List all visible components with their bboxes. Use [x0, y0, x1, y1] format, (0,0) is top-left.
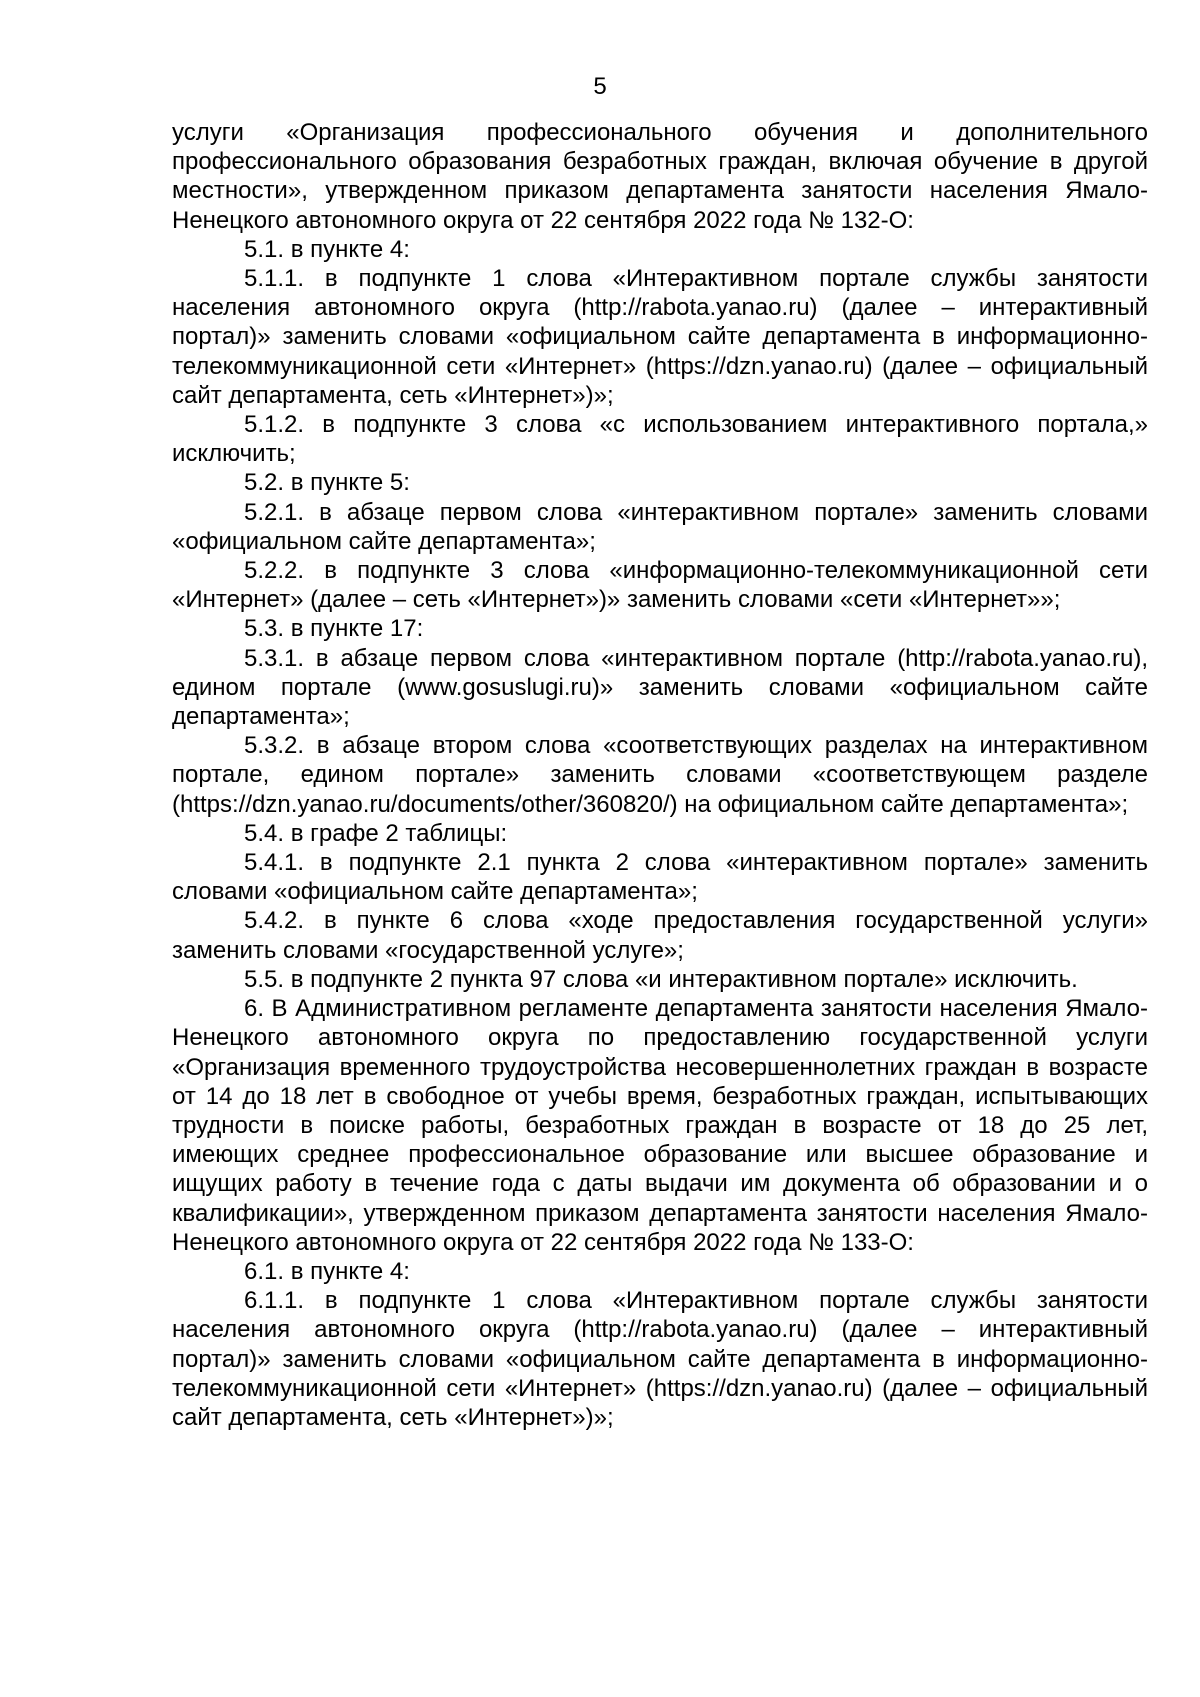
- paragraph: 5.2.2. в подпункте 3 слова «информационно-телекоммуникационной сети «Интернет» (далее – сеть «Интернет»)» заменить словами «сети «Интернет»»;: [172, 557, 1148, 614]
- paragraph: 5.2. в пункте 5:: [244, 469, 410, 497]
- paragraph: 6.1.1. в подпункте 1 слова «Интерактивном портале службы занятости населения автономного округа (http://rabota.yanao.ru) (далее – интерактивный портал)» заменить словами «официальном сайте департамента в информационно-телекоммуникационной сети «Интернет» (https://dzn.yanao.ru) (далее – официальный сайт департамента, сеть «Интернет»)»;: [172, 1287, 1148, 1431]
- paragraph: 5.4.2. в пункте 6 слова «ходе предоставления государственной услуги» заменить словами «государственной услуге»;: [172, 907, 1148, 964]
- paragraph: 5.2.1. в абзаце первом слова «интерактивном портале» заменить словами «официальном сайте департамента»;: [172, 498, 1148, 555]
- paragraph: 5.3.1. в абзаце первом слова «интерактивном портале (http://rabota.yanao.ru), едином портале (www.gosuslugi.ru)» заменить словами «официальном сайте департамента»;: [172, 644, 1148, 731]
- paragraph: 5.3.2. в абзаце втором слова «соответствующих разделах на интерактивном портале, едином портале» заменить словами «соответствующем разделе (https://dzn.yanao.ru/documents/other/360820/) на официальном сайте департамента»;: [172, 732, 1148, 818]
- paragraph: 5.1.1. в подпункте 1 слова «Интерактивном портале службы занятости населения автономного округа (http://rabota.yanao.ru) (далее – интерактивный портал)» заменить словами «официальном сайте департамента в информационно-телекоммуникационной сети «Интернет» (https://dzn.yanao.ru) (далее – официальный сайт департамента, сеть «Интернет»)»;: [172, 265, 1148, 409]
- paragraph: 5.1.2. в подпункте 3 слова «с использованием интерактивного портала,» исключить;: [172, 411, 1148, 468]
- paragraph: 5.1. в пункте 4:: [244, 235, 410, 263]
- paragraph: 5.3. в пункте 17:: [244, 615, 424, 643]
- paragraph: услуги «Организация профессионального обучения и дополнительного профессионального образования безработных граждан, включая обучение в другой местности», утвержденном приказом департамента занятости населения Ямало-Ненецкого автономного округа от 22 сентября 2022 года № 132-О:: [172, 119, 1148, 234]
- paragraph: 5.4. в графе 2 таблицы:: [244, 819, 508, 847]
- document-body: [172, 118, 1148, 1432]
- paragraph: 6. В Административном регламенте департамента занятости населения Ямало-Ненецкого автономного округа по предоставлению государственной услуги «Организация временного трудоустройства несовершеннолетних граждан в возрасте от 14 до 18 лет в свободное от учебы время, безработных граждан, испытывающих трудности в поиске работы, безработных граждан в возрасте от 18 до 25 лет, имеющих среднее профессиональное образование или высшее образование и ищущих работу в течение года с даты выдачи им документа об образовании и о квалификации», утвержденном приказом департамента занятости населения Ямало-Ненецкого автономного округа от 22 сентября 2022 года № 133-О:: [172, 995, 1148, 1256]
- paragraph: 6.1. в пункте 4:: [244, 1257, 410, 1285]
- paragraph: 5.5. в подпункте 2 пункта 97 слова «и интерактивном портале» исключить.: [244, 965, 1078, 993]
- paragraph: 5.4.1. в подпункте 2.1 пункта 2 слова «интерактивном портале» заменить словами «официальном сайте департамента»;: [172, 849, 1148, 906]
- page-number: 5: [593, 73, 607, 100]
